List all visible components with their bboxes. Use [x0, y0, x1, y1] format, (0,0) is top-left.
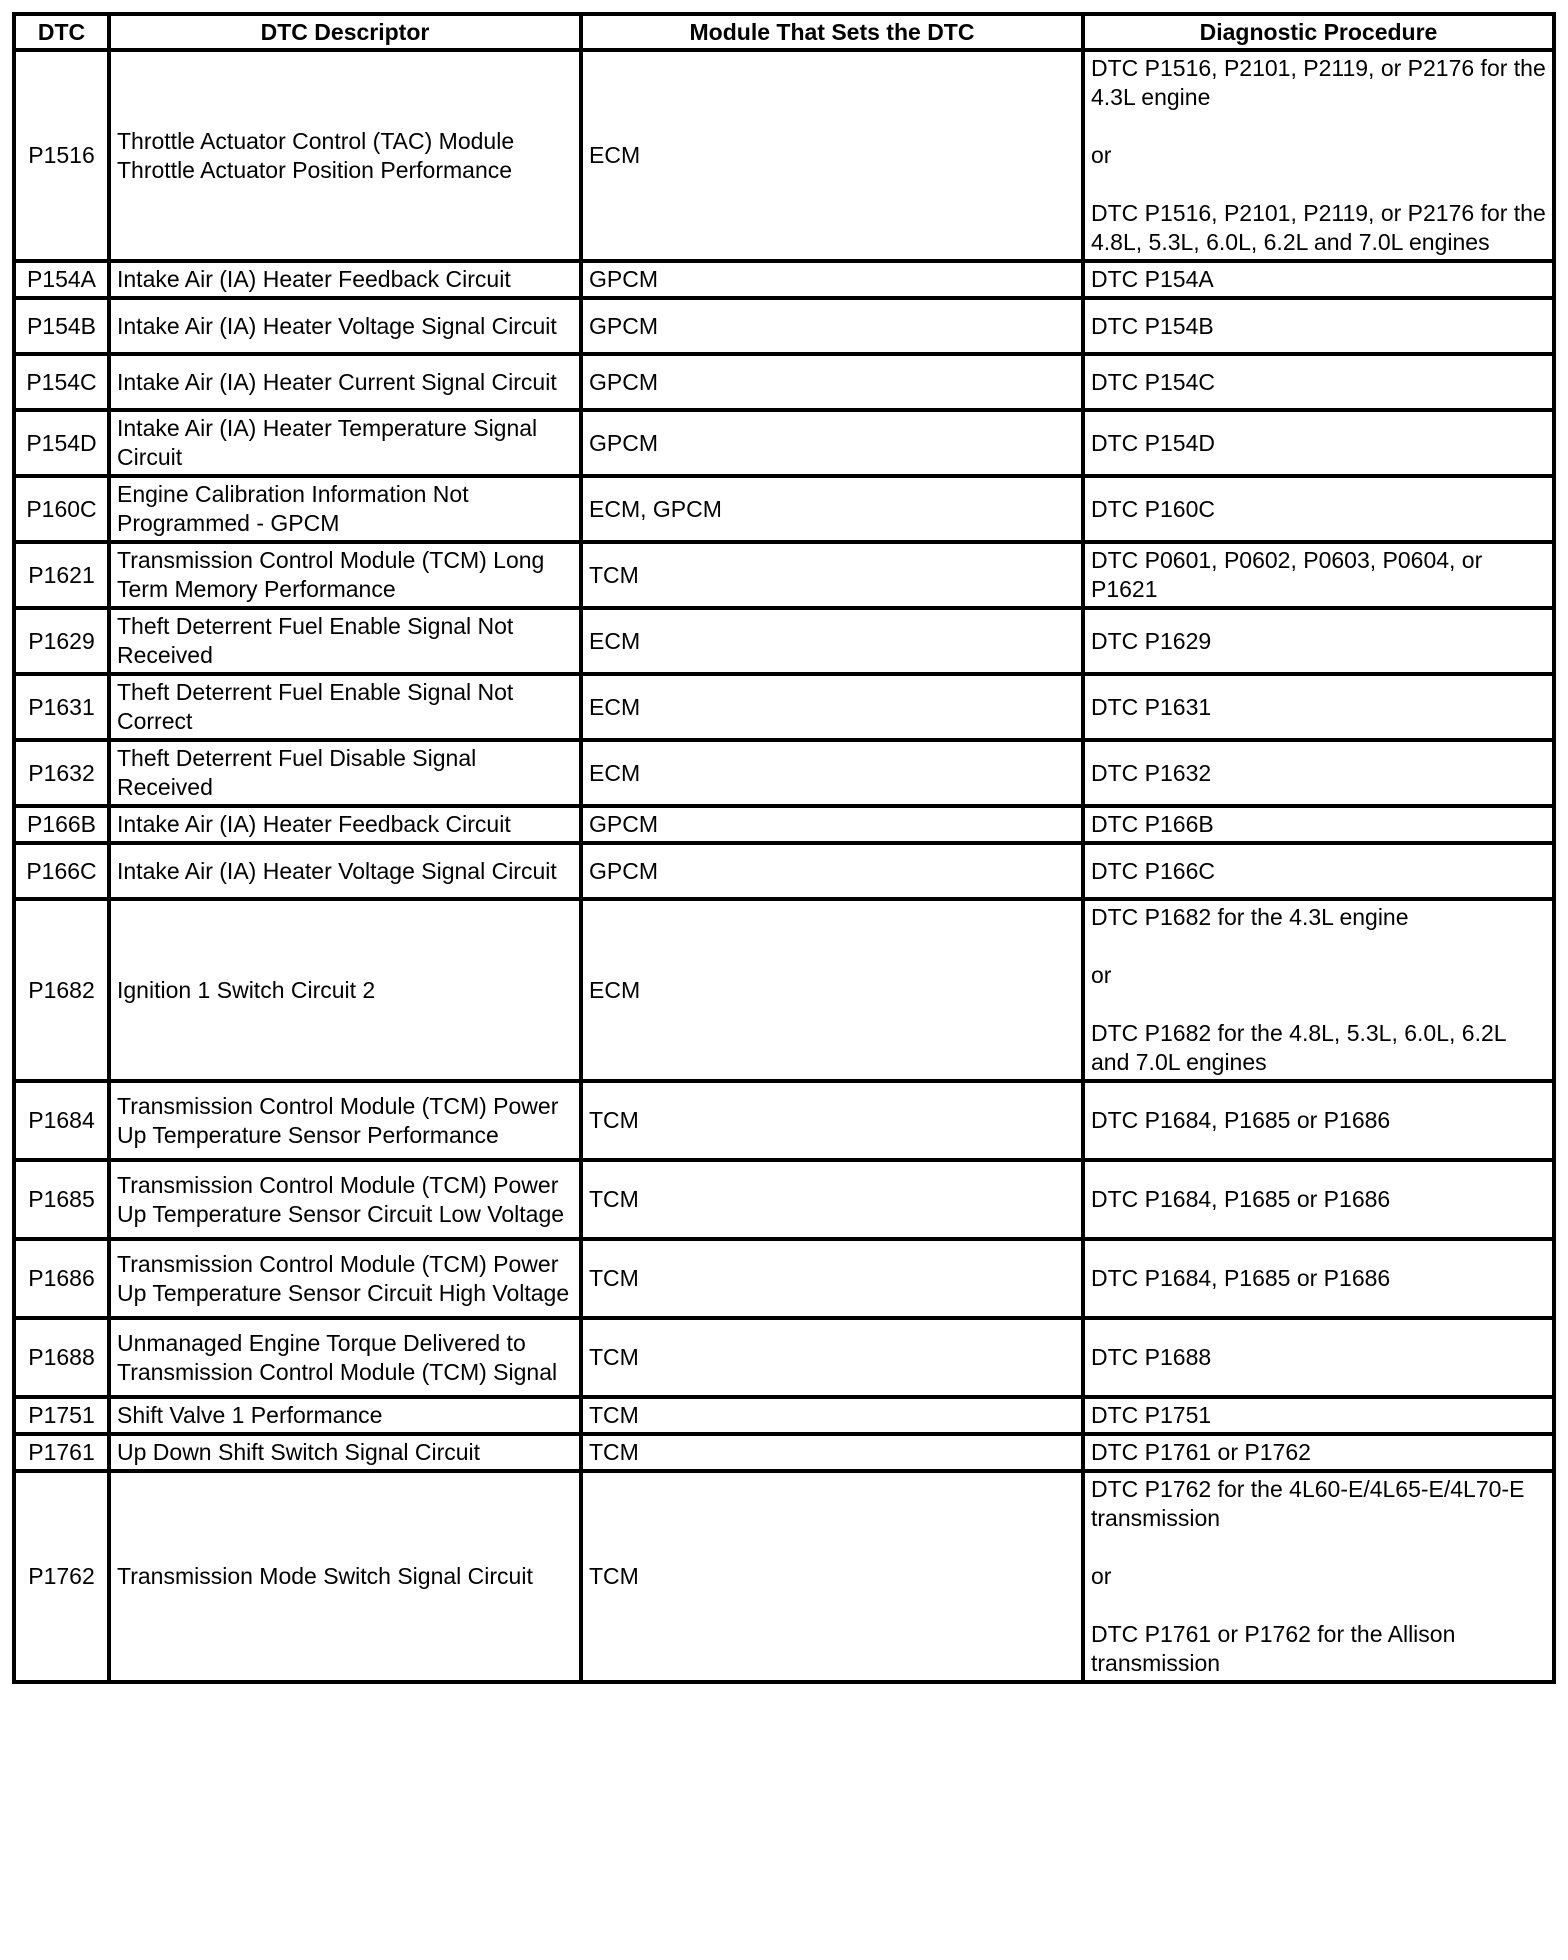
dtc-code-cell: P1688 [14, 1318, 109, 1397]
diagnostic-procedure-cell [1083, 843, 1554, 899]
dtc-descriptor-cell: Transmission Control Module (TCM) Power Up Temperature Sensor Circuit High Voltage [109, 1239, 581, 1318]
procedure-line: DTC P1682 for the 4.3L engine [1091, 904, 1409, 930]
header-dtc: DTC [14, 14, 109, 50]
procedure-or: or [1091, 1563, 1112, 1589]
table-row [14, 1239, 1554, 1318]
table-row [14, 843, 1554, 899]
table-row [14, 50, 1554, 261]
table-row [14, 1434, 1554, 1471]
dtc-code-cell: P1632 [14, 740, 109, 806]
dtc-descriptor-cell: Engine Calibration Information Not Programmed - GPCM [109, 476, 581, 542]
procedure-spacer [1091, 932, 1546, 961]
diagnostic-procedure-cell [1083, 1471, 1554, 1682]
diagnostic-procedure-cell [1083, 1081, 1554, 1160]
table-row [14, 608, 1554, 674]
dtc-descriptor-cell: Intake Air (IA) Heater Temperature Signal Circuit [109, 410, 581, 476]
procedure-line: DTC P1684, P1685 or P1686 [1091, 1265, 1391, 1291]
diagnostic-procedure-cell [1083, 740, 1554, 806]
diagnostic-procedure-cell [1083, 899, 1554, 1081]
dtc-descriptor-cell: Transmission Control Module (TCM) Power Up Temperature Sensor Circuit Low Voltage [109, 1160, 581, 1239]
dtc-descriptor-cell: Intake Air (IA) Heater Feedback Circuit [109, 261, 581, 298]
table-row [14, 1318, 1554, 1397]
dtc-table [12, 12, 1556, 1684]
procedure-line: DTC P1688 [1091, 1344, 1212, 1370]
procedure-line: DTC P154B [1091, 312, 1214, 339]
procedure-line: DTC P1631 [1091, 693, 1212, 720]
module-cell: GPCM [581, 354, 1083, 410]
procedure-line: DTC P154C [1091, 368, 1215, 395]
dtc-code-cell: P166B [14, 806, 109, 843]
table-row [14, 476, 1554, 542]
module-cell: GPCM [581, 843, 1083, 899]
dtc-code-cell: P1621 [14, 542, 109, 608]
dtc-code-cell: P154B [14, 298, 109, 354]
dtc-descriptor-cell: Up Down Shift Switch Signal Circuit [109, 1434, 581, 1471]
procedure-line: DTC P1761 or P1762 for the Allison transmission [1091, 1621, 1456, 1676]
table-row [14, 1081, 1554, 1160]
dtc-code-cell: P154D [14, 410, 109, 476]
table-row [14, 410, 1554, 476]
procedure-spacer [1091, 1533, 1546, 1562]
diagnostic-procedure-cell [1083, 410, 1554, 476]
dtc-descriptor-cell: Shift Valve 1 Performance [109, 1397, 581, 1434]
dtc-descriptor-cell: Transmission Control Module (TCM) Long Term Memory Performance [109, 542, 581, 608]
module-cell: ECM [581, 899, 1083, 1081]
module-cell: ECM [581, 740, 1083, 806]
table-row [14, 261, 1554, 298]
diagnostic-procedure-cell [1083, 608, 1554, 674]
table-row [14, 298, 1554, 354]
dtc-code-cell: P1762 [14, 1471, 109, 1682]
procedure-line: DTC P1751 [1091, 1402, 1212, 1428]
procedure-line: DTC P1682 for the 4.8L, 5.3L, 6.0L, 6.2L and 7.0L engines [1091, 1020, 1506, 1075]
procedure-line: DTC P1761 or P1762 [1091, 1439, 1311, 1465]
diagnostic-procedure-cell [1083, 1397, 1554, 1434]
module-cell: TCM [581, 1239, 1083, 1318]
procedure-line: DTC P0601, P0602, P0603, P0604, or P1621 [1091, 547, 1483, 602]
dtc-code-cell: P154A [14, 261, 109, 298]
diagnostic-procedure-cell [1083, 1160, 1554, 1239]
module-cell: TCM [581, 1397, 1083, 1434]
module-cell: TCM [581, 1471, 1083, 1682]
diagnostic-procedure-cell [1083, 674, 1554, 740]
table-body [14, 50, 1554, 1682]
diagnostic-procedure-cell [1083, 806, 1554, 843]
dtc-descriptor-cell: Intake Air (IA) Heater Voltage Signal Circuit [109, 298, 581, 354]
dtc-descriptor-cell: Theft Deterrent Fuel Disable Signal Received [109, 740, 581, 806]
dtc-code-cell: P1685 [14, 1160, 109, 1239]
dtc-code-cell: P1629 [14, 608, 109, 674]
dtc-code-cell: P1631 [14, 674, 109, 740]
dtc-descriptor-cell: Theft Deterrent Fuel Enable Signal Not Received [109, 608, 581, 674]
procedure-line: DTC P160C [1091, 495, 1215, 522]
dtc-descriptor-cell: Transmission Control Module (TCM) Power Up Temperature Sensor Performance [109, 1081, 581, 1160]
procedure-line: DTC P166C [1091, 857, 1215, 884]
dtc-code-cell: P1751 [14, 1397, 109, 1434]
module-cell: ECM, GPCM [581, 476, 1083, 542]
procedure-line: DTC P1516, P2101, P2119, or P2176 for the 4.3L engine [1091, 55, 1546, 110]
diagnostic-procedure-cell [1083, 1239, 1554, 1318]
table-row [14, 674, 1554, 740]
module-cell: TCM [581, 1318, 1083, 1397]
dtc-code-cell: P1516 [14, 50, 109, 261]
procedure-spacer [1091, 112, 1546, 141]
procedure-spacer [1091, 1591, 1546, 1620]
procedure-line: DTC P1762 for the 4L60-E/4L65-E/4L70-E transmission [1091, 1476, 1525, 1531]
module-cell: TCM [581, 1434, 1083, 1471]
module-cell: GPCM [581, 298, 1083, 354]
header-module: Module That Sets the DTC [581, 14, 1083, 50]
procedure-line: DTC P154D [1091, 429, 1215, 456]
dtc-descriptor-cell: Transmission Mode Switch Signal Circuit [109, 1471, 581, 1682]
diagnostic-procedure-cell [1083, 476, 1554, 542]
dtc-descriptor-cell: Intake Air (IA) Heater Feedback Circuit [109, 806, 581, 843]
dtc-code-cell: P1684 [14, 1081, 109, 1160]
module-cell: TCM [581, 1081, 1083, 1160]
module-cell: TCM [581, 542, 1083, 608]
procedure-or: or [1091, 142, 1112, 168]
procedure-line: DTC P166B [1091, 811, 1214, 837]
module-cell: GPCM [581, 410, 1083, 476]
procedure-line: DTC P1684, P1685 or P1686 [1091, 1107, 1391, 1133]
diagnostic-procedure-cell [1083, 1434, 1554, 1471]
table-row [14, 1160, 1554, 1239]
procedure-line: DTC P1629 [1091, 627, 1212, 654]
diagnostic-procedure-cell [1083, 261, 1554, 298]
table-row [14, 899, 1554, 1081]
table-row [14, 354, 1554, 410]
table-row [14, 740, 1554, 806]
procedure-line: DTC P1516, P2101, P2119, or P2176 for the 4.8L, 5.3L, 6.0L, 6.2L and 7.0L engines [1091, 200, 1546, 255]
procedure-spacer [1091, 990, 1546, 1019]
dtc-descriptor-cell: Intake Air (IA) Heater Current Signal Circuit [109, 354, 581, 410]
diagnostic-procedure-cell [1083, 354, 1554, 410]
diagnostic-procedure-cell [1083, 1318, 1554, 1397]
dtc-code-cell: P1682 [14, 899, 109, 1081]
table-row [14, 542, 1554, 608]
dtc-descriptor-cell: Theft Deterrent Fuel Enable Signal Not Correct [109, 674, 581, 740]
diagnostic-procedure-cell [1083, 50, 1554, 261]
procedure-line: DTC P1684, P1685 or P1686 [1091, 1186, 1391, 1212]
header-descriptor: DTC Descriptor [109, 14, 581, 50]
module-cell: ECM [581, 50, 1083, 261]
header-row [14, 14, 1554, 50]
dtc-descriptor-cell: Ignition 1 Switch Circuit 2 [109, 899, 581, 1081]
module-cell: GPCM [581, 261, 1083, 298]
module-cell: ECM [581, 674, 1083, 740]
diagnostic-procedure-cell [1083, 542, 1554, 608]
dtc-code-cell: P160C [14, 476, 109, 542]
table-row [14, 806, 1554, 843]
module-cell: ECM [581, 608, 1083, 674]
diagnostic-procedure-cell [1083, 298, 1554, 354]
module-cell: TCM [581, 1160, 1083, 1239]
dtc-code-cell: P1761 [14, 1434, 109, 1471]
table-row [14, 1397, 1554, 1434]
procedure-spacer [1091, 170, 1546, 199]
dtc-descriptor-cell: Throttle Actuator Control (TAC) Module Throttle Actuator Position Performance [109, 50, 581, 261]
procedure-or: or [1091, 962, 1112, 988]
procedure-line: DTC P154A [1091, 266, 1214, 292]
dtc-code-cell: P166C [14, 843, 109, 899]
dtc-descriptor-cell: Intake Air (IA) Heater Voltage Signal Circuit [109, 843, 581, 899]
dtc-code-cell: P154C [14, 354, 109, 410]
table-row [14, 1471, 1554, 1682]
dtc-descriptor-cell: Unmanaged Engine Torque Delivered to Transmission Control Module (TCM) Signal [109, 1318, 581, 1397]
module-cell: GPCM [581, 806, 1083, 843]
dtc-code-cell: P1686 [14, 1239, 109, 1318]
header-procedure: Diagnostic Procedure [1083, 14, 1554, 50]
procedure-line: DTC P1632 [1091, 759, 1212, 786]
